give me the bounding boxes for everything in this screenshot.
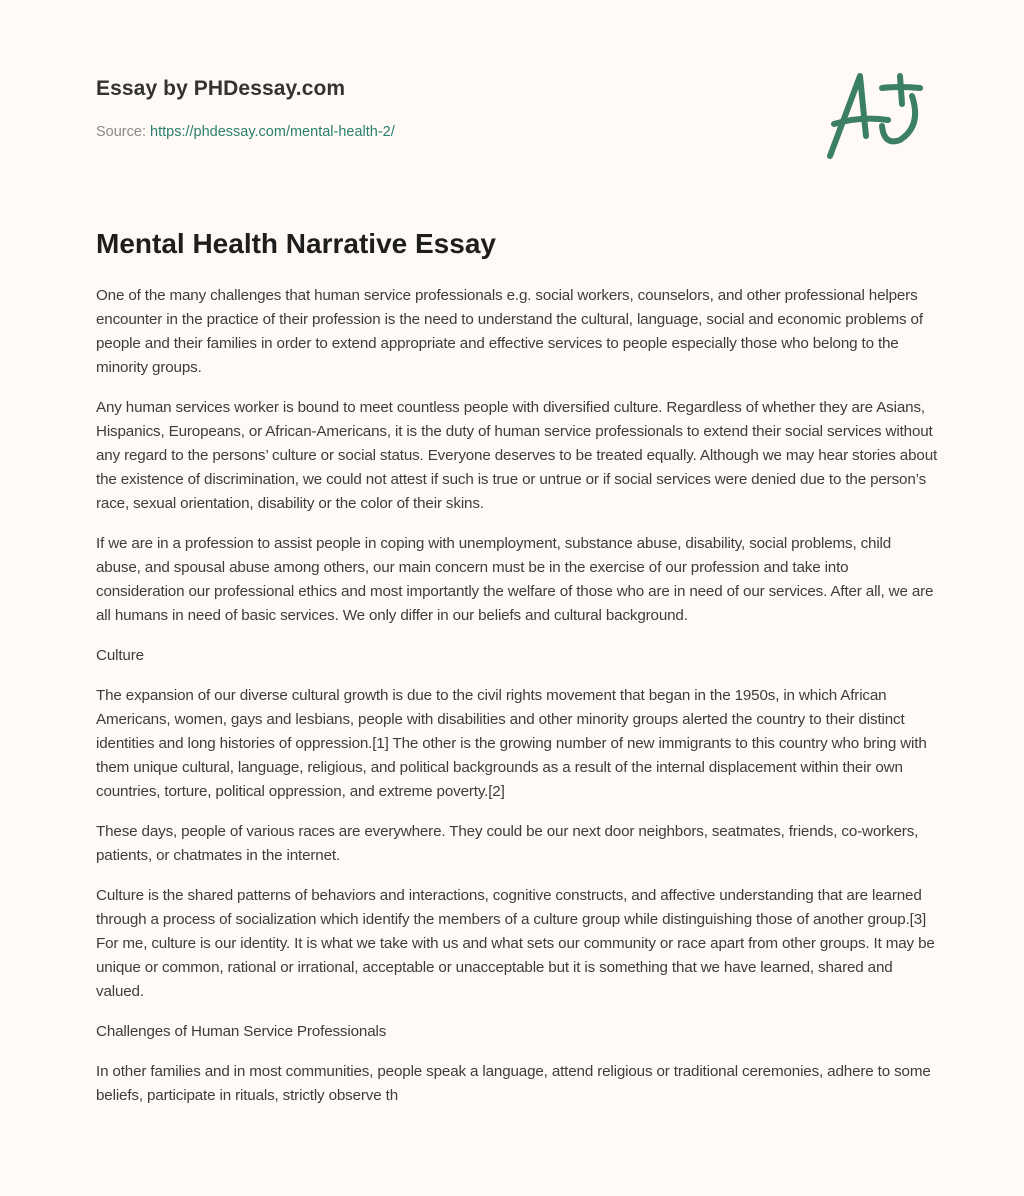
source-link[interactable]: https://phdessay.com/mental-health-2/ [150,124,395,140]
essay-paragraph: These days, people of various races are everywhere. They could be our next door neighbors, seatmates, friends, co-workers, patients, or chatmates in the internet. [96,823,919,864]
essay-paragraph: One of the many challenges that human service professionals e.g. social workers, counselors, and other professional helpers encounter in the practice of their profession is the need to understand the cultural, language, social and economic problems of people and their families in order to extend appropriate and effective services to people especially those who belong to the minority groups. [96,287,923,376]
essay-paragraph: In other families and in most communities, people speak a language, attend religious or traditional ceremonies, adhere to some beliefs, participate in rituals, strictly observe th [96,1063,931,1104]
essay-paragraph: Culture is the shared patterns of behaviors and interactions, cognitive constructs, and affective understanding that are learned through a process of socialization which identify the members of a culture group while distinguishing those of another group.[3] For me, culture is our identity. It is what we take with us and what sets our community or race apart from other groups. It may be unique or common, rational or irrational, acceptable or unacceptable but it is something that we have learned, shared and valued. [96,887,935,1000]
source-label: Source: [96,124,146,140]
page-header [96,74,395,142]
brand-title: Essay by PHDessay.com [96,77,346,100]
source-line [96,122,395,142]
a-plus-grade-icon [820,66,930,166]
essay-paragraph: The expansion of our diverse cultural growth is due to the civil rights movement that began in the 1950s, in which African Americans, women, gays and lesbians, people with disabilities and other minority groups alerted the country to their distinct identities and long histories of oppression.[1] The other is the growing number of new immigrants to this country who bring with them unique cultural, language, religious, and political backgrounds as a result of the internal displacement within their own countries, torture, political oppression, and extreme poverty.[2] [96,687,927,800]
section-heading-challenges: Challenges of Human Service Professionals [96,1023,387,1040]
essay-paragraph: If we are in a profession to assist people in coping with unemployment, substance abuse, disability, social problems, child abuse, and spousal abuse among others, our main concern must be in the exercise of our profession and take into consideration our professional ethics and most importantly the welfare of those who are in need of our services. After all, we are all humans in need of basic services. We only differ in our beliefs and cultural background. [96,535,934,624]
essay-body [96,284,938,1124]
section-heading-culture: Culture [96,647,144,664]
essay-title: Mental Health Narrative Essay [96,228,496,259]
essay-paragraph: Any human services worker is bound to meet countless people with diversified culture. Regardless of whether they are Asians, Hispanics, Europeans, or African-Americans, it is the duty of human service professionals to extend their social services without any regard to the persons’ culture or social status. Everyone deserves to be treated equally. Although we may hear stories about the existence of discrimination, we could not attest if such is true or untrue or if social services were denied due to the person’s race, sexual orientation, disability or the color of their skins. [96,399,938,512]
